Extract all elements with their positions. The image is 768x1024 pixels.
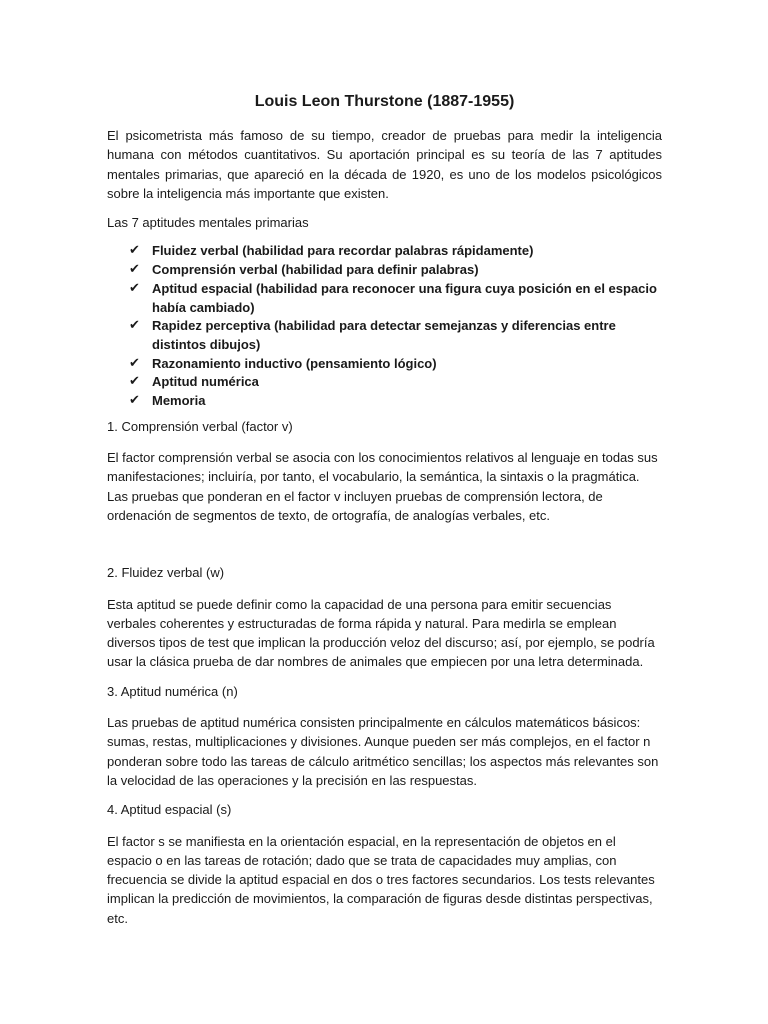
check-mark-icon: ✔ [129,262,140,278]
section-body: El factor comprensión verbal se asocia con los conocimientos relativos al lenguaje en todas sus manifestaciones; incluiría, por tanto, el vocabulario, la semántica, la sintaxis o la pragmática. Las pruebas que ponderan en el factor v incluyen pruebas de comprensión lectora, de ordenación de segmentos de texto, de ortografía, de analogías verbales, etc. [107,450,658,523]
section-heading: 2. Fluidez verbal (w) [107,565,225,581]
check-mark-icon: ✔ [129,243,140,259]
check-mark-icon: ✔ [129,374,140,390]
aptitudes-list [107,242,662,410]
check-mark-icon: ✔ [129,393,140,409]
list-item [129,392,662,411]
list-item-text: Rapidez perceptiva (habilidad para detectar semejanzas y diferencias entre distintos dibujos) [152,318,616,352]
list-item-text: Fluidez verbal (habilidad para recordar palabras rápidamente) [152,243,534,259]
list-item-text: Aptitud espacial (habilidad para reconocer una figura cuya posición en el espacio había cambiado) [152,280,657,315]
check-mark-icon: ✔ [129,318,140,334]
section-heading: 3. Aptitud numérica (n) [107,683,238,699]
list-item-text: Comprensión verbal (habilidad para definir palabras) [152,262,479,278]
blank-line [107,537,662,563]
section-body: Esta aptitud se puede definir como la capacidad de una persona para emitir secuencias verbales coherentes y estructuradas de forma rápida y natural. Para medirla se emplean diversos tipos de test que implican la producción veloz del discurso; así, por ejemplo, se podría usar la clásica prueba de dar nombres de animales que empiecen por una letra determinada. [107,596,655,670]
document-title: Louis Leon Thurstone (1887-1955) [254,93,515,110]
list-item [129,317,662,354]
list-item-text: Razonamiento inductivo (pensamiento lógico) [152,355,437,371]
intro-paragraph: El psicometrista más famoso de su tiempo, creador de pruebas para medir la inteligencia humana con métodos cuantitativos. Su aportación principal es su teoría de las 7 aptitudes mentales primarias, que apareció en la década de 1920, es uno de los modelos psicológicos sobre la inteligencia más importante que existen. [107,128,662,201]
section-heading: 4. Aptitud espacial (s) [107,802,232,818]
check-mark-icon: ✔ [129,280,140,296]
section-body: Las pruebas de aptitud numérica consisten principalmente en cálculos matemáticos básicos: sumas, restas, multiplicaciones y divisiones. Aunque pueden ser más complejos, en el factor n ponderan sobre todo las tareas de cálculo aritmético sencillas; los aspectos más relevantes son la velocidad de las operaciones y la precisión en las respuestas. [107,715,659,788]
list-item-text: Memoria [152,393,206,409]
check-mark-icon: ✔ [129,355,140,371]
list-item [129,280,662,317]
list-item [129,261,662,280]
list-item-text: Aptitud numérica [152,374,259,390]
section-heading: 1. Comprensión verbal (factor v) [107,418,293,434]
list-item [129,373,662,392]
list-heading: Las 7 aptitudes mentales primarias [107,215,309,231]
section-body: El factor s se manifiesta en la orientación espacial, en la representación de objetos en el espacio o en las tareas de rotación; dado que se trata de capacidades muy amplias, con frecuencia se divide la aptitud espacial en dos o tres factores secundarios. Los tests relevantes implican la predicción de movimientos, la comparación de figuras desde distintas perspectivas, etc. [107,833,655,926]
list-item [129,242,662,261]
list-item [129,355,662,374]
